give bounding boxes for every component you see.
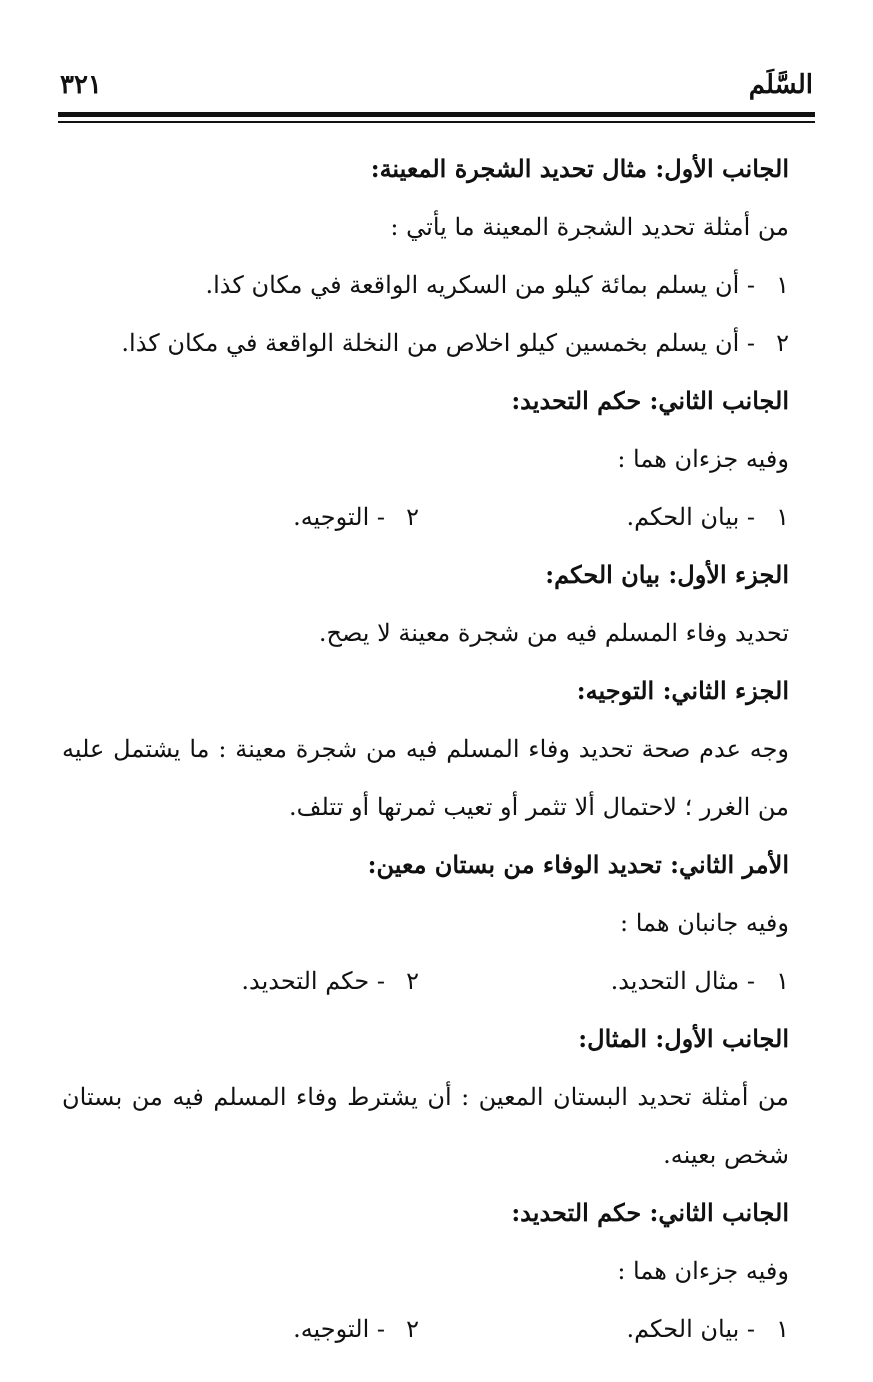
- item-text: - أن يسلم بخمسين كيلو اخلاص من النخلة الواقعة في مكان كذا.: [121, 329, 755, 357]
- item-text: - أن يسلم بمائة كيلو من السكريه الواقعة في مكان كذا.: [205, 271, 755, 299]
- running-head: [60, 70, 813, 110]
- list-item: [293, 488, 419, 546]
- paragraph: وفيه جانبان هما :: [620, 909, 789, 937]
- item-number: ١: [776, 1315, 789, 1343]
- item-text: - مثال التحديد.: [610, 967, 755, 995]
- section-heading: الأمر الثاني: تحديد الوفاء من بستان معين:: [367, 850, 789, 879]
- two-column-list: [62, 488, 789, 546]
- item-number: ١: [776, 503, 789, 531]
- item-number: ١: [776, 271, 789, 299]
- paragraph: من أمثلة تحديد الشجرة المعينة ما يأتي :: [390, 213, 789, 241]
- item-number: ٢: [406, 1315, 419, 1343]
- paragraph: تحديد وفاء المسلم فيه من شجرة معينة لا يصح.: [318, 619, 789, 647]
- paragraph: وجه عدم صحة تحديد وفاء المسلم فيه من شجرة معينة : ما يشتمل عليه من الغرر ؛ لاحتمال ألا تثمر أو تعيب ثمرتها أو تتلف.: [62, 735, 789, 821]
- section-heading: الجانب الأول: مثال تحديد الشجرة المعينة:: [370, 154, 789, 183]
- list-item: [611, 952, 789, 1010]
- numbered-item: [62, 256, 789, 314]
- subsection-heading: الجانب الأول: المثال:: [578, 1024, 789, 1053]
- item-number: ٢: [406, 503, 419, 531]
- item-text: - بيان الحكم.: [626, 503, 755, 531]
- list-item: [626, 488, 789, 546]
- subsection-heading: الجزء الأول: بيان الحكم:: [545, 560, 789, 589]
- item-text: - حكم التحديد.: [241, 967, 385, 995]
- subsection-heading: الجزء الثاني: التوجيه:: [576, 676, 789, 705]
- item-text: - التوجيه.: [293, 503, 385, 531]
- page-number: ٣٢١: [60, 70, 102, 100]
- paragraph: وفيه جزءان هما :: [617, 445, 789, 473]
- subsection-heading: الجانب الثاني: حكم التحديد:: [511, 1198, 789, 1227]
- item-text: - التوجيه.: [293, 1315, 385, 1343]
- two-column-list: [62, 952, 789, 1010]
- item-text: - بيان الحكم.: [626, 1315, 755, 1343]
- item-number: ٢: [776, 329, 789, 357]
- book-title: السَّلَم: [748, 70, 813, 100]
- header-rule-thick: [58, 112, 815, 117]
- list-item: [293, 1300, 419, 1358]
- header-rule-thin: [58, 121, 815, 123]
- two-column-list: [62, 1300, 789, 1358]
- numbered-item: [62, 314, 789, 372]
- section-heading: الجانب الثاني: حكم التحديد:: [511, 386, 789, 415]
- paragraph: من أمثلة تحديد البستان المعين : أن يشترط وفاء المسلم فيه من بستان شخص بعينه.: [62, 1083, 789, 1169]
- list-item: [626, 1300, 789, 1358]
- paragraph: وفيه جزءان هما :: [617, 1257, 789, 1285]
- item-number: ١: [776, 967, 789, 995]
- page-body: [62, 140, 789, 1358]
- list-item: [241, 952, 419, 1010]
- item-number: ٢: [406, 967, 419, 995]
